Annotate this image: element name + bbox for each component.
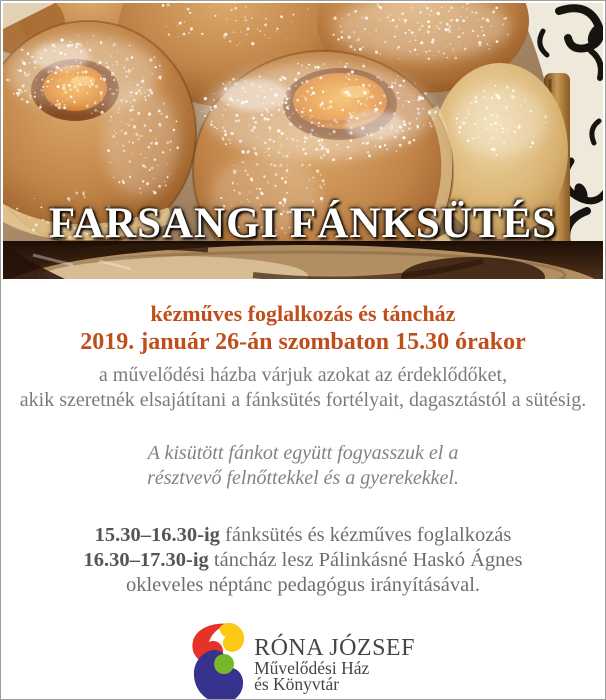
- intro-line-1: a művelődési házba várjuk azokat az érdeklődőket,: [98, 364, 508, 386]
- logo-sub-2: és Könyvtár: [254, 673, 340, 694]
- note-paragraph: [1, 441, 605, 491]
- poster-body: [1, 300, 605, 700]
- logo-green-shape: [214, 654, 234, 674]
- schedule-line-1: [1, 523, 605, 548]
- logo: [1, 623, 605, 700]
- hero-photo: [3, 3, 603, 279]
- poster-title: FARSANGI FÁNKSÜTÉS: [48, 200, 558, 247]
- event-type-line: kézműves foglalkozás és táncház: [150, 301, 456, 326]
- note-line-2: résztvevő felnőttekkel és a gyerekekkel.: [147, 467, 459, 489]
- logo-sub-1: Művelődési Ház: [254, 658, 370, 678]
- intro-line-2: akik szeretnék elsajátítani a fánksütés fortélyait, dagasztástól a sütésig.: [19, 389, 587, 411]
- logo-yellow-shape: [220, 623, 244, 652]
- schedule-line-2: [1, 548, 605, 573]
- schedule-time-1: 15.30–16.30-ig: [94, 524, 220, 546]
- logo-text: [254, 636, 415, 692]
- schedule-text-1: fánksütés és kézműves foglalkozás: [219, 524, 512, 546]
- schedule-line-3: okleveles néptánc pedagógus irányításával.: [125, 574, 481, 596]
- intro-paragraph: [1, 363, 605, 413]
- schedule-time-2: 16.30–17.30-ig: [83, 549, 209, 571]
- schedule-text-2: táncház lesz Pálinkásné Haskó Ágnes: [208, 549, 523, 571]
- event-date-line: 2019. január 26-án szombaton 15.30 órakor: [80, 329, 526, 355]
- logo-name: RÓNA JÓZSEF: [254, 635, 415, 661]
- note-line-1: A kisütött fánkot együtt fogyasszuk el a: [147, 442, 459, 464]
- logo-mark-icon: [191, 623, 245, 700]
- schedule: [1, 523, 605, 598]
